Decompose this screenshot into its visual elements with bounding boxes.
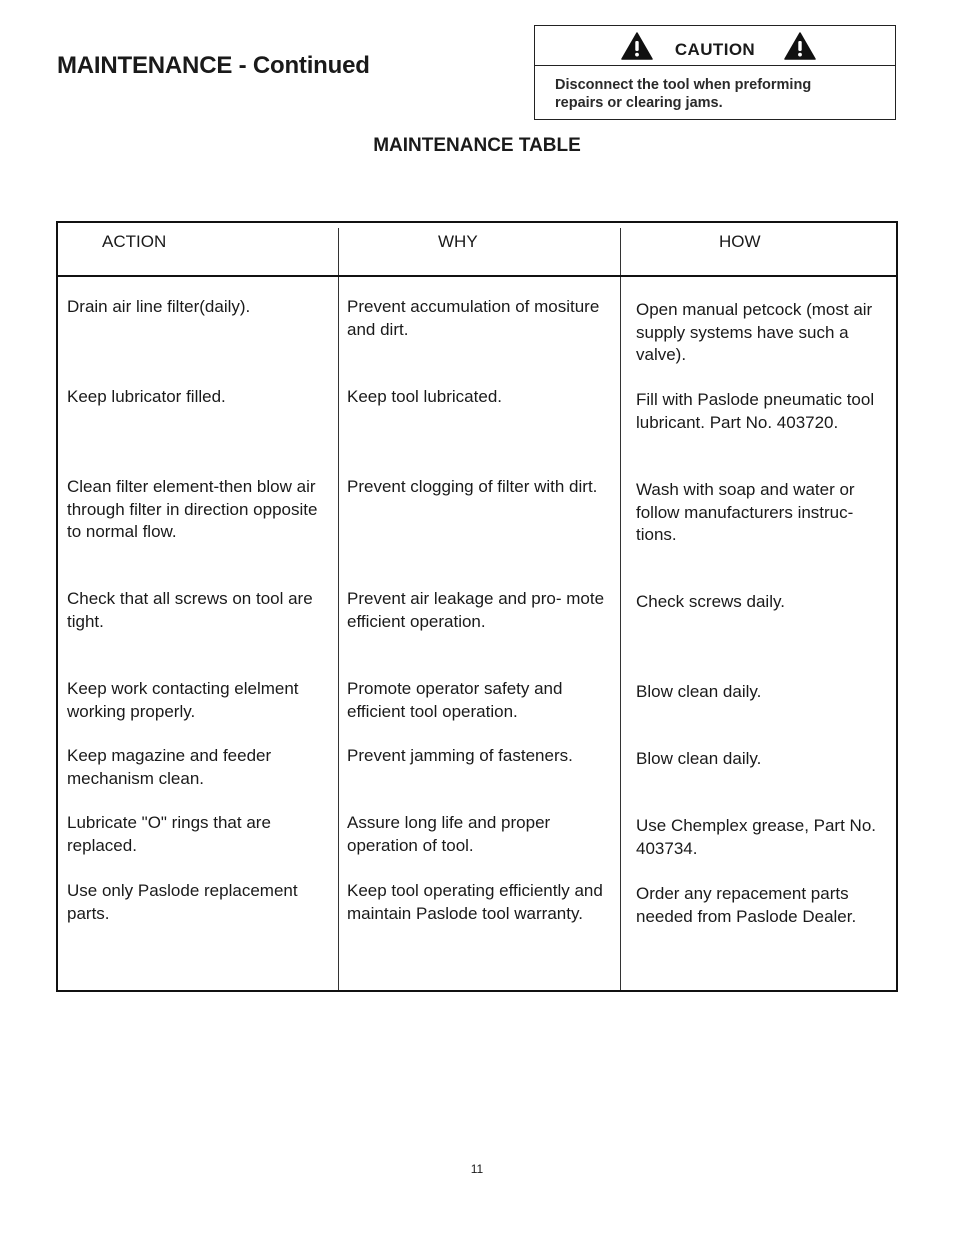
table-cell-why: Assure long life and proper operation of tool.: [347, 813, 551, 855]
caution-title: CAUTION: [674, 40, 756, 59]
header-rule: [58, 275, 896, 277]
table-cell-how: Blow clean daily.: [636, 749, 762, 768]
page-title: MAINTENANCE - Continued: [57, 52, 370, 79]
table-cell-how: Use Chemplex grease, Part No. 403734.: [636, 816, 876, 858]
table-cell-how: Blow clean daily.: [636, 682, 762, 701]
column-header-action: ACTION: [102, 232, 167, 251]
table-cell-action: Keep lubricator filled.: [67, 387, 226, 406]
page-number: 11: [470, 1162, 484, 1176]
table-cell-action: Drain air line filter(daily).: [67, 297, 251, 316]
table-cell-how: Order any repacement parts needed from Paslode Dealer.: [636, 884, 857, 926]
warning-triangle-icon: [784, 32, 816, 60]
table-cell-why: Keep tool lubricated.: [347, 387, 502, 406]
caution-text-line: repairs or clearing jams.: [555, 95, 723, 111]
table-cell-action: Lubricate "O" rings that are replaced.: [67, 813, 271, 855]
table-cell-why: Prevent accumulation of mositure and dirt.: [347, 297, 600, 339]
table-cell-how: Check screws daily.: [636, 592, 785, 611]
caution-header: [535, 26, 895, 66]
caution-text-line: Disconnect the tool when preforming: [555, 77, 812, 93]
table-cell-why: Keep tool operating efficiently and maintain Paslode tool warranty.: [347, 881, 603, 923]
table-title: MAINTENANCE TABLE: [373, 135, 581, 156]
table-cell-action: Keep magazine and feeder mechanism clean.: [67, 746, 272, 788]
column-header-why: WHY: [438, 232, 478, 251]
maintenance-table: [56, 221, 898, 992]
column-header-how: HOW: [719, 232, 761, 251]
table-cell-why: Promote operator safety and efficient tool operation.: [347, 679, 563, 721]
column-divider: [620, 228, 621, 990]
table-cell-action: Check that all screws on tool are tight.: [67, 589, 313, 631]
column-divider: [338, 228, 339, 990]
table-cell-action: Use only Paslode replacement parts.: [67, 881, 298, 923]
table-cell-why: Prevent jamming of fasteners.: [347, 746, 573, 765]
caution-text: [555, 76, 885, 112]
table-cell-action: Keep work contacting elelment working properly.: [67, 679, 299, 721]
table-cell-how: Open manual petcock (most air supply systems have such a valve).: [636, 300, 873, 364]
caution-box: [534, 25, 896, 120]
table-cell-how: Wash with soap and water or follow manufacturers instruc- tions.: [636, 480, 855, 544]
table-cell-how: Fill with Paslode pneumatic tool lubricant. Part No. 403720.: [636, 390, 875, 432]
table-cell-why: Prevent clogging of filter with dirt.: [347, 477, 598, 496]
table-cell-why: Prevent air leakage and pro- mote efficient operation.: [347, 589, 605, 631]
table-cell-action: Clean filter element-then blow air through filter in direction opposite to normal flow.: [67, 477, 318, 541]
